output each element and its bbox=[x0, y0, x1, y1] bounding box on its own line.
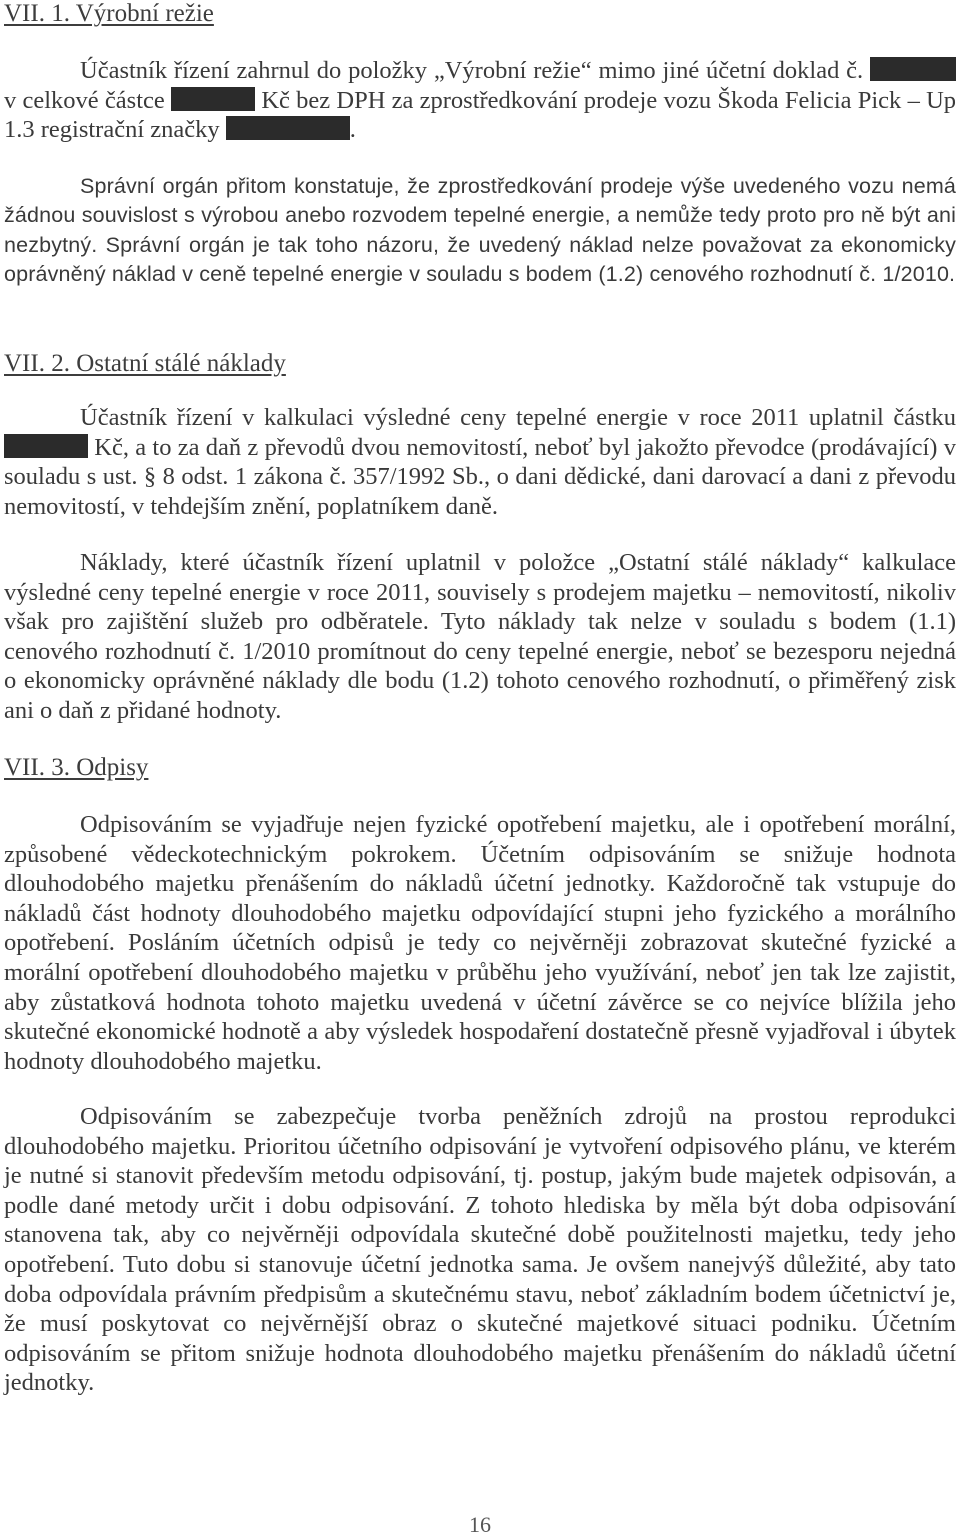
paragraph-text: Kč bez DPH za zprostředkování prodeje vozu Škoda Felicia Pick – Up 1.3 registrační značky bbox=[4, 86, 957, 144]
paragraph-vyrobni-rezie-doklad bbox=[4, 56, 956, 145]
paragraph-text: Kč, a to za daň z převodů dvou nemovitostí, neboť byl jakožto převodce (prodávající) v souladu s ust. § 8 odst. 1 zákona č. 357/1992 Sb., o dani dědické, dani darovací a dani z převodu nemovitostí, v tehdejším znění, poplatníkem daně. bbox=[4, 433, 956, 520]
redacted-amount bbox=[4, 434, 88, 458]
section-heading-ostatni-stale-naklady: VII. 2. Ostatní stálé náklady bbox=[4, 350, 286, 377]
section-heading-vyrobni-rezie: VII. 1. Výrobní režie bbox=[4, 0, 214, 27]
redacted-amount bbox=[171, 87, 255, 111]
paragraph-text: Účastník řízení zahrnul do položky „Výrobní režie“ mimo jiné účetní doklad č. bbox=[80, 57, 864, 84]
paragraph-odpisovani-zdroje bbox=[4, 1102, 956, 1398]
paragraph-dan-z-prevodu bbox=[4, 403, 956, 521]
page-number: 16 bbox=[469, 1512, 491, 1537]
redacted-document-number bbox=[870, 57, 956, 81]
paragraph-text: Odpisováním se vyjadřuje nejen fyzické opotřebení majetku, ale i opotřebení morální, způsobené vědeckotechnickým pokrokem. Účetním odpisováním se snižuje hodnota dlouhodobého majetku přenášením do nákladů účetní jednotky. Každoročně tak vstupuje do nákladů část hodnoty dlouhodobého majetku odpovídající stupni jeho fyzického a morálního opotřebení. Posláním účetních odpisů je tedy co nejvěrněji zobrazovat skutečné fyzické a morální opotřebení dlouhodobého majetku v průběhu jeho využívání, neboť jen tak lze zajistit, aby zůstatková hodnota tohoto majetku uvedená v účetní závěrce se co nejvíce blížila jeho skutečné ekonomické hodnotě a aby výsledek hospodaření dostatečně přesně vyjadřoval i úbytek hodnoty dlouhodobého majetku. bbox=[4, 811, 956, 1075]
paragraph-spravni-organ-konstatuje bbox=[4, 172, 956, 290]
paragraph-text: Účastník řízení v kalkulaci výsledné ceny tepelné energie v roce 2011 uplatnil částku bbox=[80, 404, 956, 431]
paragraph-odpisovani-opotrebeni bbox=[4, 810, 956, 1076]
paragraph-text: Správní orgán přitom konstatuje, že zprostředkování prodeje výše uvedeného vozu nemá žádnou souvislost s výrobou anebo rozvodem tepelné energie, a nemůže tedy proto pro ně být ani nezbytný. Správní orgán je tak toho názoru, že uvedený náklad nelze považovat za ekonomicky oprávněný náklad v ceně tepelné energie v souladu s bodem (1.2) cenového rozhodnutí č. 1/2010. bbox=[4, 174, 956, 287]
paragraph-ostatni-stale-naklady bbox=[4, 548, 956, 726]
paragraph-text: Náklady, které účastník řízení uplatnil v položce „Ostatní stálé náklady“ kalkulace výsledné ceny tepelné energie v roce 2011, souvisely s prodejem majetku – nemovitostí, nikoliv však pro zajištění služeb pro odběratele. Tyto náklady tak nelze v souladu s bodem (1.1) cenového rozhodnutí č. 1/2010 promítnout do ceny tepelné energie, neboť se bezesporu nejedná o ekonomicky oprávněné náklady dle bodu (1.2) tohoto cenového rozhodnutí, o přiměřený zisk ani o daň z přidané hodnoty. bbox=[4, 549, 956, 724]
section-heading-odpisy: VII. 3. Odpisy bbox=[4, 754, 149, 781]
redacted-registration-plate bbox=[226, 116, 350, 140]
paragraph-text: . bbox=[349, 116, 356, 144]
paragraph-text: v celkové částce bbox=[4, 86, 165, 114]
paragraph-text: Odpisováním se zabezpečuje tvorba peněžních zdrojů na prostou reprodukci dlouhodobého majetku. Prioritou účetního odpisování je vytvoření odpisového plánu, ve kterém je nutné si stanovit především metodu odpisování, tj. postup, jakým bude majetek odpisován, a podle dané metody určit i dobu odpisování. Z tohoto hlediska by měla být doba odpisování stanovena tak, aby co nejvěrněji odpovídala skutečné době použitelnosti majetku, tedy jeho opotřebení. Tuto dobu si stanovuje účetní jednotka sama. Je ovšem nanejvýš důležité, aby tato doba odpovídala právním předpisům a skutečnému stavu, neboť základním bodem účetnictví je, že musí poskytovat co nejvěrnější obraz o skutečné majetkové situaci podniku. Účetním odpisováním se přitom snižuje hodnota dlouhodobého majetku přenášením do nákladů účetní jednotky. bbox=[4, 1103, 956, 1397]
